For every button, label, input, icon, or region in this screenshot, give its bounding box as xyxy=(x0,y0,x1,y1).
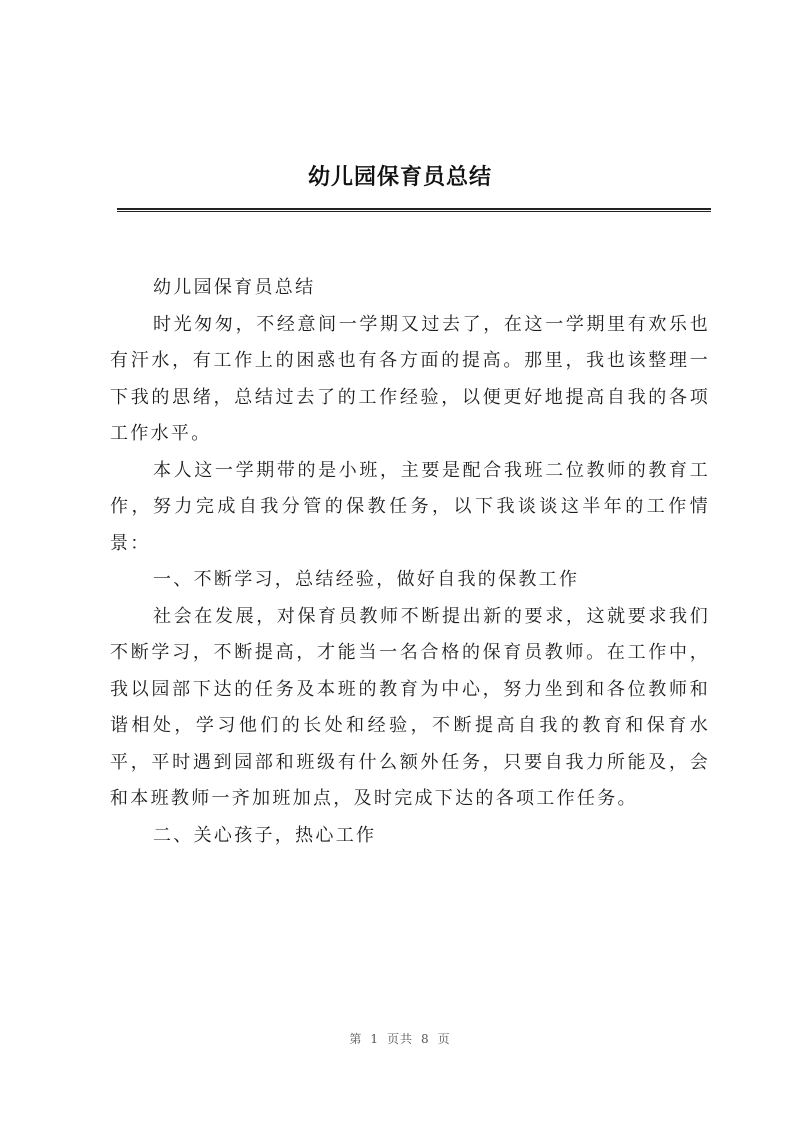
section-heading-2: 二、关心孩子，热心工作 xyxy=(153,824,377,846)
paragraph-heading: 幼儿园保育员总结 xyxy=(153,277,316,298)
title-underline xyxy=(117,208,711,212)
footer-middle: 页共 xyxy=(386,1032,413,1046)
footer-total-pages: 8 xyxy=(421,1032,430,1046)
document-body xyxy=(110,270,710,854)
page-footer xyxy=(0,1030,800,1047)
paragraph-class-info: 本人这一学期带的是小班，主要是配合我班二位教师的教育工作，努力完成自我分管的保教任务，以下我谈谈这半年的工作情景： xyxy=(110,459,710,554)
footer-page-number: 1 xyxy=(370,1032,379,1046)
footer-prefix: 第 xyxy=(349,1032,363,1046)
footer-suffix: 页 xyxy=(437,1032,451,1046)
section-heading-1: 一、不断学习，总结经验，做好自我的保教工作 xyxy=(153,569,580,590)
paragraph-intro: 时光匆匆，不经意间一学期又过去了，在这一学期里有欢乐也有汗水，有工作上的困惑也有各方面的提高。那里，我也该整理一下我的思绪，总结过去了的工作经验，以便更好地提高自我的各项工作水平。 xyxy=(110,313,710,444)
paragraph-section-1: 社会在发展，对保育员教师不断提出新的要求，这就要求我们不断学习，不断提高，才能当一名合格的保育员教师。在工作中，我以园部下达的任务及本班的教育为中心，努力坐到和各位教师和谐相处，学习他们的长处和经验，不断提高自我的教育和保育水平，平时遇到园部和班级有什么额外任务，只要自我力所能及，会和本班教师一齐加班加点，及时完成下达的各项工作任务。 xyxy=(110,605,710,809)
page-title: 幼儿园保育员总结 xyxy=(307,165,492,190)
